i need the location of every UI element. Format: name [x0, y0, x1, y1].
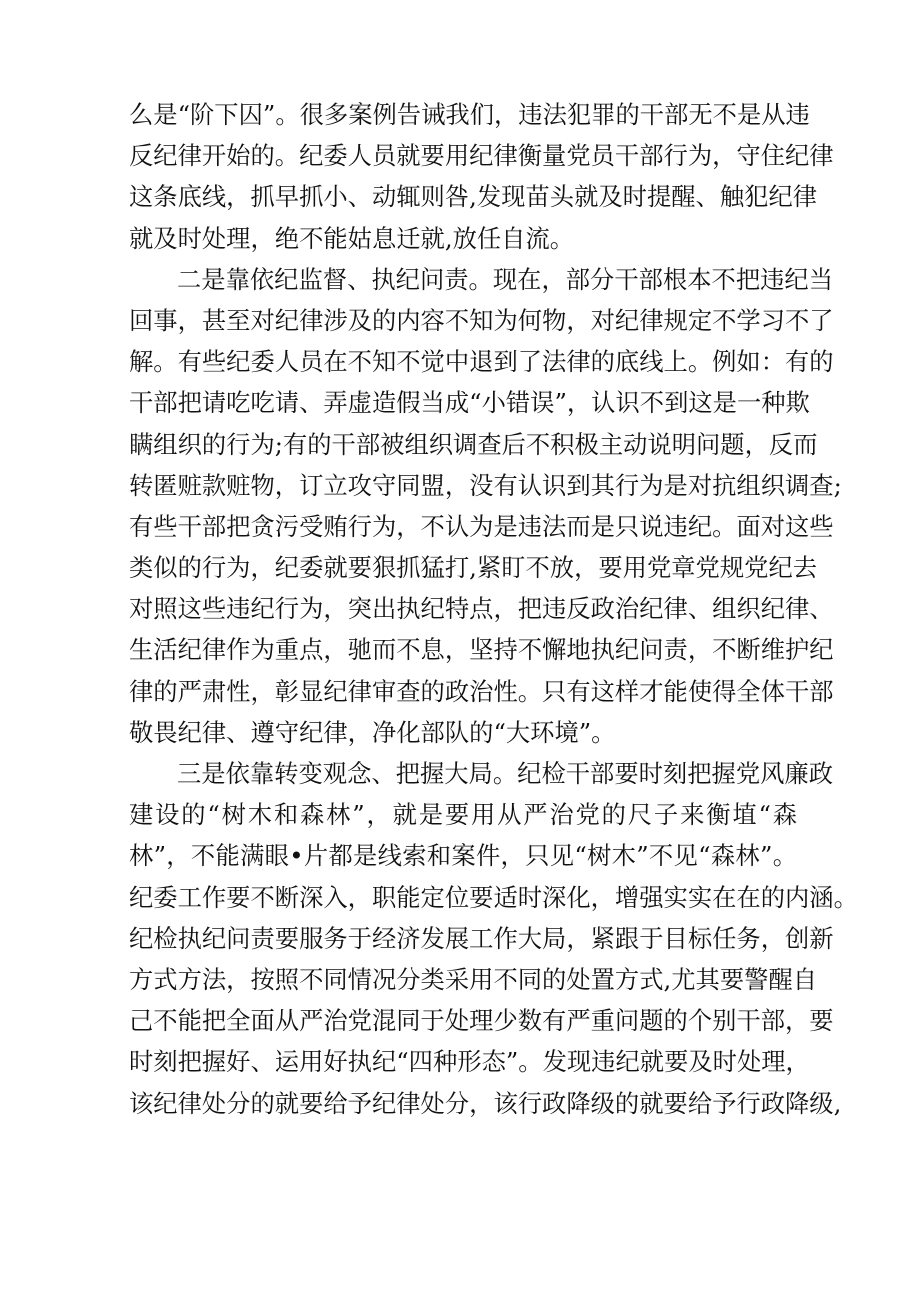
text-line: 反纪律开始的。纪委人员就要用纪律衡量党员干部行为，守住纪律	[129, 141, 834, 171]
text-line: 林”，不能满眼•片都是线索和案件，只见“树木”不见“森林”。	[129, 841, 797, 871]
text-line: 转匿赃款赃物，订立攻守同盟，没有认识到其行为是对抗组织调查;	[129, 470, 842, 500]
text-line: 敬畏纪律、遵守纪律，净化部队的“大环境”。	[129, 717, 616, 747]
text-line: 律的严肃性，彰显纪律审查的政治性。只有这样才能使得全体干部	[129, 676, 834, 706]
text-line: 回事，甚至对纪律涉及的内容不知为何物，对纪律规定不学习不了	[129, 305, 834, 335]
text-line: 就及时处理，绝不能姑息迁就,放任自流。	[129, 223, 575, 253]
text-line: 纪委工作要不断深入，职能定位要适时深化，增强实实在在的内涵。	[129, 882, 858, 912]
text-line: 干部把请吃吃请、弄虚造假当成“小错误”，认识不到这是一种欺	[129, 388, 810, 418]
text-line: 二是靠依纪监督、执纪问责。现在，部分干部根本不把违纪当	[177, 264, 834, 294]
text-line: 瞒组织的行为;有的干部被组织调查后不积极主动说明问题，反而	[129, 429, 818, 459]
text-line: 类似的行为，纪委就要狠抓猛打,紧盯不放，要用党章党规党纪去	[129, 553, 818, 583]
text-line: 时刻把握好、运用好执纪“四种形态”。发现违纪就要及时处理，	[129, 1047, 810, 1077]
text-line: 对照这些违纪行为，突出执纪特点，把违反政治纪律、组织纪律、	[129, 594, 834, 624]
text-line: 己不能把全面从严治党混同于处理少数有严重问题的个别干部，要	[129, 1006, 834, 1036]
text-line: 有些干部把贪污受贿行为，不认为是违法而是只说违纪。面对这些	[129, 511, 834, 541]
text-line: 生活纪律作为重点，驰而不息，坚持不懈地执纪问责，不断维护纪	[129, 635, 834, 665]
text-line: 三是依靠转变观念、把握大局。纪检干部要时刻把握党风廉政	[177, 759, 834, 788]
text-line: 这条底线，抓早抓小、动辄则咎,发现苗头就及时提醒、触犯纪律	[129, 182, 818, 212]
text-line: 么是“阶下囚”。很多案例告诫我们，违法犯罪的干部无不是从违	[129, 100, 810, 129]
text-line: 建设的“树木和森林”，就是要用从严治党的尺子来衡埴“森	[129, 800, 797, 830]
text-line: 方式方法，按照不同情况分类采用不同的处置方式,尤其要警醒自	[129, 964, 818, 994]
document-body	[129, 94, 858, 1124]
text-line: 该纪律处分的就要给予纪律处分，该行政降级的就要给予行政降级,	[129, 1088, 842, 1118]
text-line: 解。有些纪委人员在不知不觉中退到了法律的底线上。例如：有的	[129, 347, 834, 377]
text-line: 纪检执纪问责要服务于经济发展工作大局，紧跟于目标任务，创新	[129, 923, 834, 953]
